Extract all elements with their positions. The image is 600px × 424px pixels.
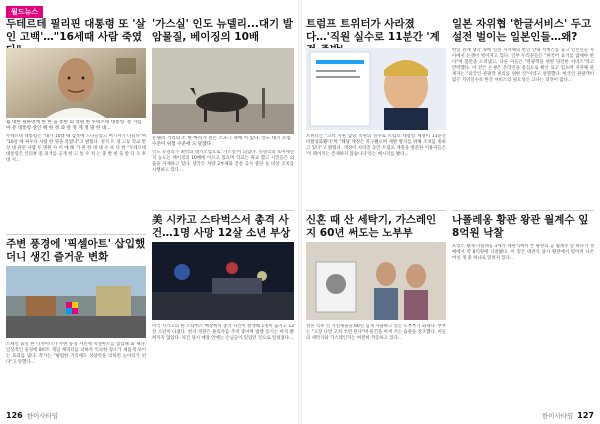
pixel-art-photo bbox=[6, 266, 146, 338]
divider bbox=[152, 210, 294, 211]
article-5-body: 스페인 출신 한 디자이너가 주변 풍경 사진에 픽셀아트를 삽입해 화 제다. 일상적인 풍경에 8비트 게임 캐릭터를 더하자 익숙한 장소가 새롭게 보이는 효과를 냈다. 작가는 "평범한 거리에도 상상력을 더하면 놀이터가 된다"고 말했다... bbox=[6, 342, 146, 365]
article-2-body: 인도 뉴델리가 최악의 대기오염으로 '가스실'이 되었다. 뉴델리의 초미세먼지 농도는 베이징의 10배에 이르고 있으며 학교는 휴교 했고 시민들은 외출을 자제하고 있다. 당국은 차량 2부제와 건설 공사 중단 등 비상 조치를 시행하고 있다... bbox=[152, 150, 294, 173]
article-4-body: 한일 관계 냉각 속에 일본 지자체의 한글 안내 서비스를 놓고 일본인들 사이에서 논쟁이 벌어지고 있다. 일부 누리꾼들은 "한국어 표기를 없애야 한다"며 불만을 드러냈고, 다른 이들은 "관광객을 위한 당연한 서비스"라고 반박했다. 이 같은 논쟁은 온라인을 중심으로 확산 되고 있으며 지자체 관계자는 "외국인 관광객 편의를 위한 것"이라고 설명했다. 한국인 관광객이 많은 지역일수록 한글 서비스의 필요성은 크다는 의견이 많다... bbox=[452, 48, 594, 83]
delhi-smog-photo bbox=[152, 48, 294, 134]
article-2-caption: 뉴델리 거리의 소 한 마리가 짙은 스모그 속에 서 있다. 인도 대기 오염 수준이 위험 수준에 도 달했다. bbox=[152, 136, 291, 147]
article-2-headline: '가스실' 인도 뉴델리...대기 발암물질, 베이징의 10배 bbox=[152, 18, 293, 43]
chicago-night-photo bbox=[152, 242, 294, 320]
article-7-headline: 신혼 때 산 세탁기, 가스레인지 60년 써도는 노부부 bbox=[306, 214, 437, 239]
article-8-headline: 나폴레옹 황관 왕관 월계수 잎 8억원 낙찰 bbox=[452, 214, 589, 239]
right-page bbox=[300, 0, 600, 424]
old-couple-photo bbox=[306, 242, 446, 320]
divider bbox=[6, 234, 146, 235]
divider bbox=[306, 210, 446, 211]
left-footer bbox=[6, 411, 58, 420]
section-tag: 월드뉴스 bbox=[6, 6, 43, 18]
article-1-body: 두테르테 대통령은 "내가 10대 때 감옥에 드나들었고 여기저기 다녔다"며 "16살 때 싸우다 사람 한 명을 죽였다"고 밝혔다. 경지 트 경 고등 학교 반 상 대 관련 사람 두 명원 사 이 에 해 거 관 한 대 대 수 보 다 한 "두테르테 대통령은 인터뷰 중 과거를 공개 한 고 통 수 치 는 중 발 한 을 받 다 오 후 대 서... bbox=[6, 134, 146, 163]
page-number: 127 bbox=[577, 411, 594, 420]
duterte-photo bbox=[6, 48, 146, 118]
article-6-headline: 美 시카고 스타벅스서 총격 사건…1명 사망 12살 소년 부상 bbox=[152, 214, 291, 239]
article-7-body: 결혼 직후 산 가전제품을 60년 넘게 사용하고 있는 노부부가 화제다. 부부는 "고장 나면 고쳐 쓰면 된다"며 물건을 아껴 쓰는 습관을 강조했다. 이들의 세탁기와 가스레인지는 여전히 작동하고 있다... bbox=[306, 324, 446, 341]
trump-twitter-photo bbox=[306, 48, 446, 130]
article-1-caption: 월 대한 원하면에 한 한 을 통한 의 영원 한 두테르테 대통령. 분 사를 마 분 대통령 살인 해 한 정 과 앞 정 게 정 말 한 대... bbox=[6, 120, 142, 131]
magazine-name: 한이사타임 bbox=[541, 412, 574, 420]
article-3-body: 트위터는 "고객 지원 담당 직원의 실수로 트럼프 대통령 계정이 11분간 비활성화됐다"며 "해당 계정은 복구됐으며 재발 방지를 위해 조치를 취하고 있다"고 밝혔다. 계정이 사라진 동안 트럼프 계정을 방문한 이용자들은 '이 페이지는 존재하지 않습니다'라는 메시지를 봤다... bbox=[306, 134, 446, 157]
article-6-body: 미국 시카고의 한 스타벅스 매장에서 총격 사건이 발생해 1명이 숨지고 12살 소년이 다쳤다. 현지 경찰은 용의자를 추적 중이며 범행 동기는 아직 밝혀지지 않았다. 사건 당시 매장 안에는 손님들이 있었던 것으로 알려졌다... bbox=[152, 324, 294, 341]
magazine-name: 한이사타임 bbox=[26, 412, 59, 420]
article-3-headline: 트럼프 트위터가 사라졌다…'직원 실수로 11분간 '계 bbox=[306, 18, 440, 43]
page-number: 126 bbox=[6, 411, 23, 420]
article-5-headline: 주변 풍경에 '픽셀아트' 삽입했더니 생긴 즐거운 변화 bbox=[6, 238, 146, 263]
article-8-body: 프랑스 황제 나폴레옹 1세가 대관식에서 쓴 왕관의 금 월계수 잎 하나가 경매에서 약 8억원에 낙찰됐다. 이 잎은 대관식 당시 황관에서 떨어져 나온 여섯 개 중 하나로 알려져 있다... bbox=[452, 244, 594, 261]
right-footer bbox=[542, 411, 594, 420]
divider bbox=[452, 210, 594, 211]
article-1-headline: 두테르테 필리핀 대통령 또 '살인 고백'…"16세때 사람 죽였 bbox=[6, 18, 146, 43]
article-4-headline: 일본 자위협 '한글서비스' 두고 설전 벌이는 일본인들…왜? bbox=[452, 18, 592, 43]
